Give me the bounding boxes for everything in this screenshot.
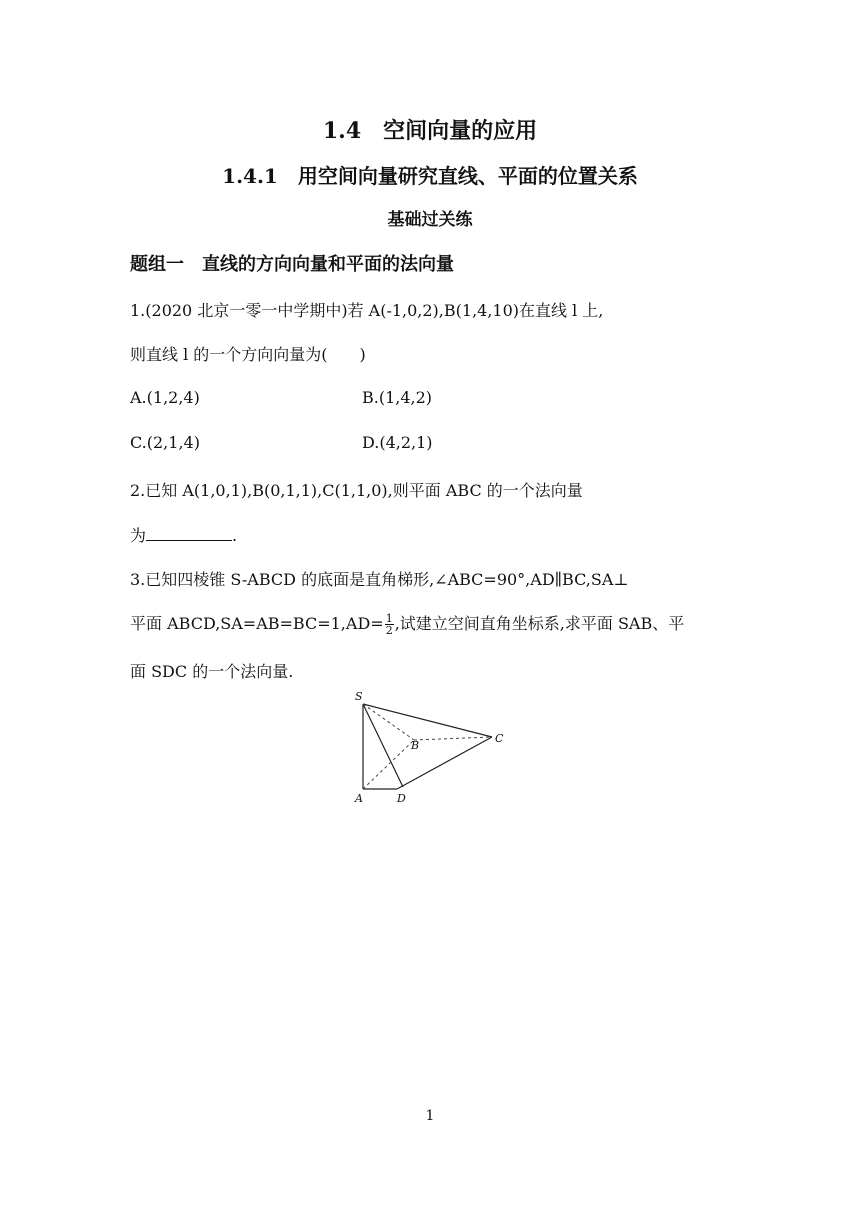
fraction-numerator: 1 bbox=[385, 612, 393, 625]
option-c: C.(2,1,4) bbox=[130, 433, 200, 452]
label-d: D bbox=[397, 792, 406, 805]
question-2-suffix: . bbox=[232, 526, 238, 545]
edge-sc bbox=[363, 704, 492, 737]
edge-sb-hidden bbox=[363, 704, 414, 740]
section-heading: 基础过关练 bbox=[387, 210, 473, 230]
label-c: C bbox=[495, 732, 504, 745]
question-1-line-1: 1.(2020 北京一零一中学期中)若 A(-1,0,2),B(1,4,10)在直线 l 上, bbox=[130, 301, 604, 320]
question-2-prefix: 为 bbox=[130, 526, 147, 545]
edge-bc-hidden bbox=[414, 737, 492, 740]
label-s: S bbox=[355, 690, 363, 703]
page-subtitle: 1.4.1 用空间向量研究直线、平面的位置关系 bbox=[222, 164, 638, 188]
page-title: 1.4 空间向量的应用 bbox=[322, 118, 538, 144]
question-1-line-2: 则直线 l 的一个方向向量为( ) bbox=[130, 345, 366, 364]
option-d: D.(4,2,1) bbox=[362, 433, 433, 452]
question-2-line-2 bbox=[130, 523, 237, 546]
group-title: 题组一 直线的方向向量和平面的法向量 bbox=[130, 254, 454, 275]
page-number: 1 bbox=[425, 1108, 435, 1124]
edge-ab-hidden bbox=[363, 740, 414, 789]
question-3-text-after-fraction: ,试建立空间直角坐标系,求平面 SAB、平 bbox=[394, 614, 685, 633]
label-a: A bbox=[355, 792, 363, 805]
option-a: A.(1,2,4) bbox=[130, 388, 200, 407]
edge-sd bbox=[363, 704, 403, 787]
answer-blank bbox=[146, 526, 232, 541]
question-3-line-3: 面 SDC 的一个法向量. bbox=[130, 662, 294, 681]
question-3-text-before-fraction: 平面 ABCD,SA=AB=BC=1,AD= bbox=[130, 614, 384, 633]
label-b: B bbox=[411, 739, 420, 752]
option-b: B.(1,4,2) bbox=[362, 388, 433, 407]
pyramid-figure bbox=[345, 686, 525, 810]
question-3-line-1: 3.已知四棱锥 S-ABCD 的底面是直角梯形,∠ABC=90°,AD∥BC,SA⊥ bbox=[130, 570, 629, 589]
fraction-one-half bbox=[385, 613, 394, 636]
question-3-line-2 bbox=[130, 611, 684, 636]
question-2-line-1: 2.已知 A(1,0,1),B(0,1,1),C(1,1,0),则平面 ABC 的一个法向量 bbox=[130, 481, 583, 500]
fraction-denominator: 2 bbox=[385, 624, 393, 637]
